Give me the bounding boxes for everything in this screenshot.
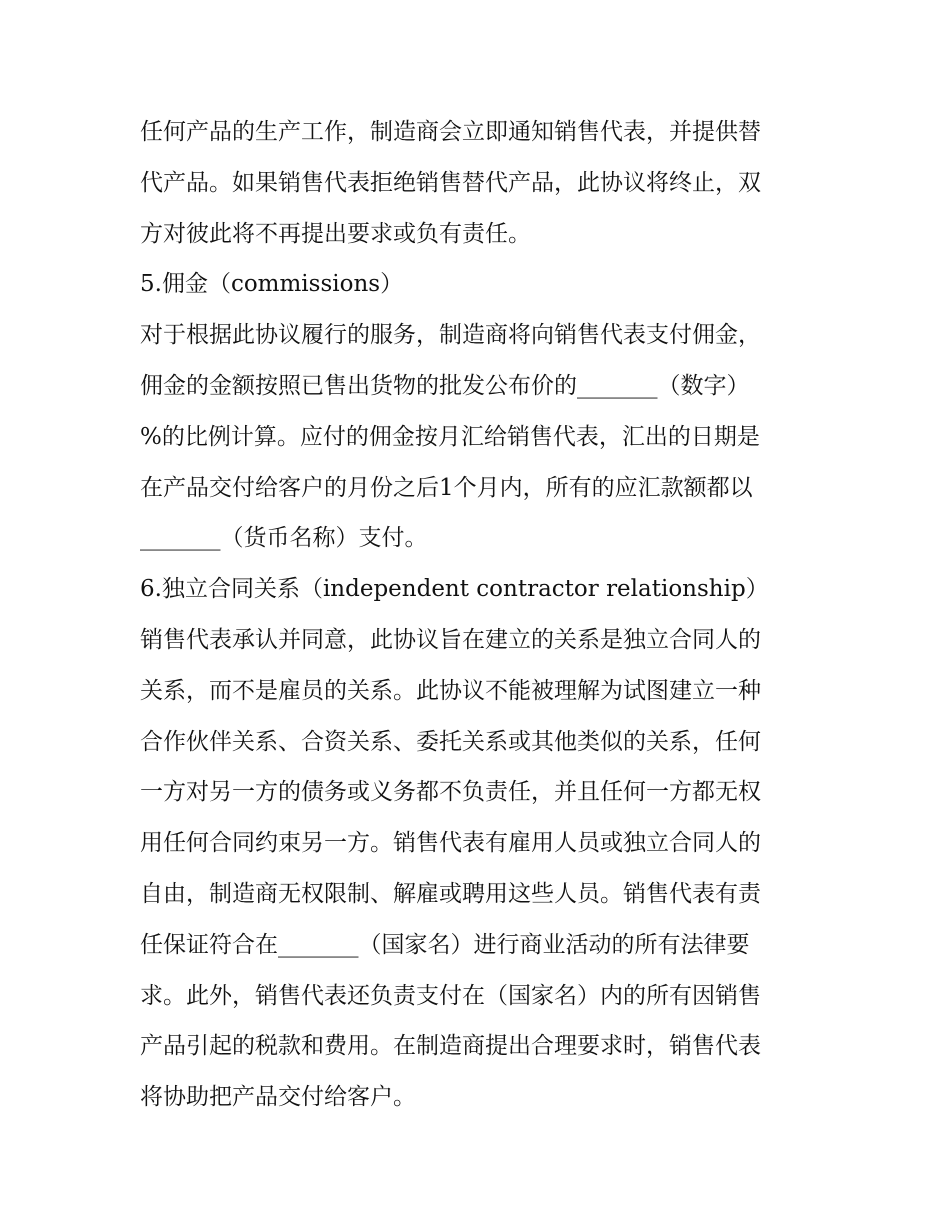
section-5-heading: 5.佣金（commissions） (140, 271, 404, 298)
paragraph-line: 一方对另一方的债务或义务都不负责任，并且任何一方都无权 (140, 779, 761, 806)
paragraph-line: 产品引起的税款和费用。在制造商提出合理要求时，销售代表 (140, 1033, 761, 1060)
paragraph-line: 求。此外，销售代表还负责支付在（国家名）内的所有因销售 (140, 982, 761, 1009)
paragraph-line: 关系，而不是雇员的关系。此协议不能被理解为试图建立一种 (140, 677, 761, 704)
paragraph-line: _______（货币名称）支付。 (140, 525, 428, 552)
paragraph-line: 对于根据此协议履行的服务，制造商将向销售代表支付佣金， (140, 322, 761, 349)
paragraph-line: 任保证符合在_______（国家名）进行商业活动的所有法律要 (140, 931, 750, 958)
document-body (140, 107, 820, 1123)
paragraph-line: 方对彼此将不再提出要求或负有责任。 (140, 220, 531, 247)
paragraph-line: 将协助把产品交付给客户。 (140, 1084, 416, 1111)
paragraph-line: 代产品。如果销售代表拒绝销售替代产品，此协议将终止，双 (140, 169, 761, 196)
paragraph-line: 销售代表承认并同意，此协议旨在建立的关系是独立合同人的 (140, 626, 761, 653)
paragraph-line: 合作伙伴关系、合资关系、委托关系或其他类似的关系，任何 (140, 728, 761, 755)
paragraph-line: 自由，制造商无权限制、解雇或聘用这些人员。销售代表有责 (140, 880, 761, 907)
paragraph-line: 佣金的金额按照已售出货物的批发公布价的_______（数字） (140, 372, 750, 399)
paragraph-line: 用任何合同约束另一方。销售代表有雇用人员或独立合同人的 (140, 830, 761, 857)
paragraph-line: 在产品交付给客户的月份之后1个月内，所有的应汇款额都以 (140, 474, 753, 501)
paragraph-line: 任何产品的生产工作，制造商会立即通知销售代表，并提供替 (140, 119, 761, 145)
section-6-heading: 6.独立合同关系（independent contractor relationship） (140, 576, 769, 603)
paragraph-line: %的比例计算。应付的佣金按月汇给销售代表，汇出的日期是 (140, 423, 760, 450)
